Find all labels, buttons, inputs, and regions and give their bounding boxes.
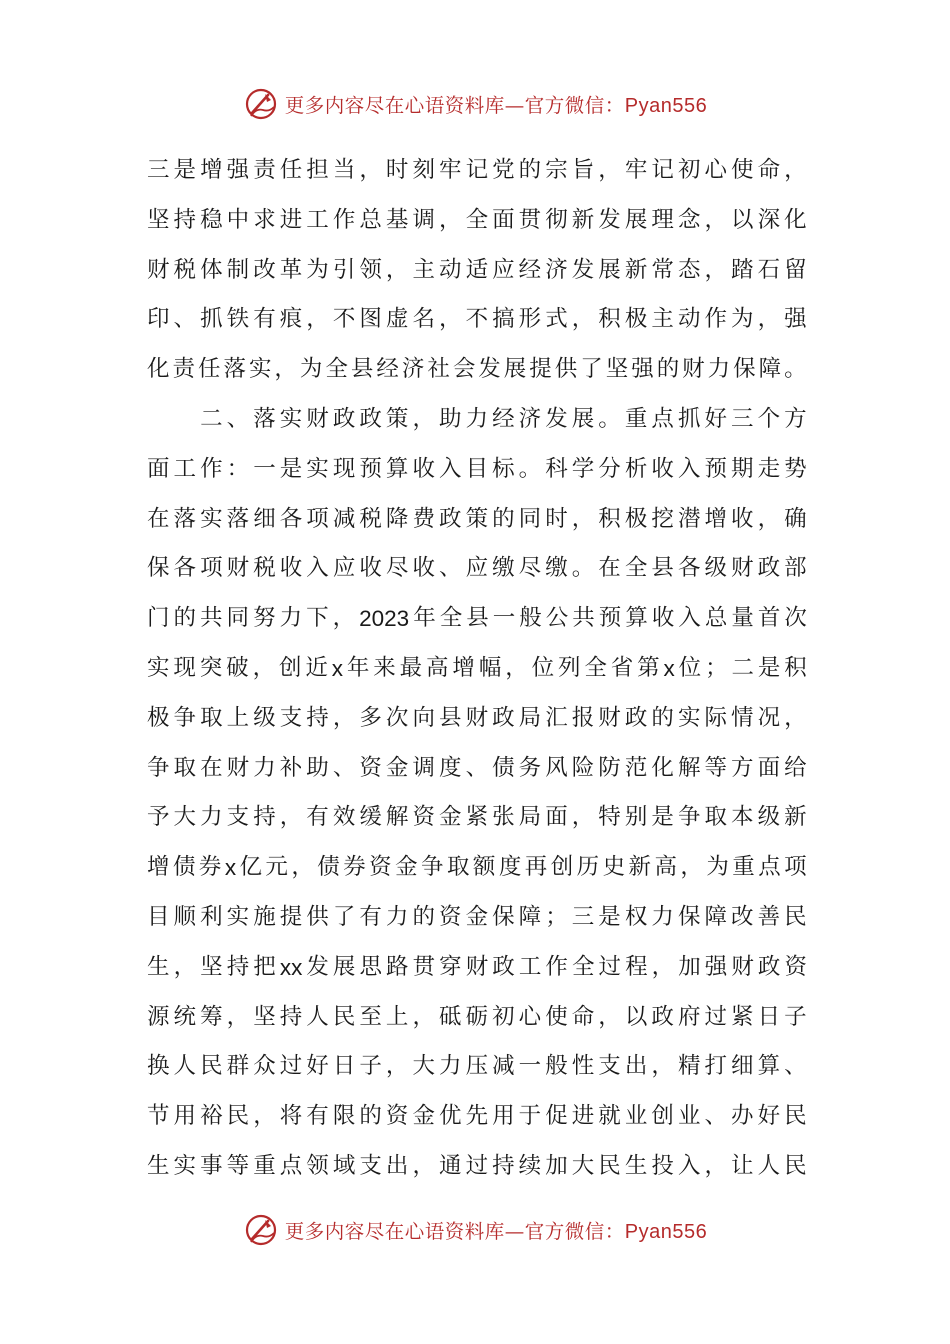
body-line: 目 顺 利 实 施 提 供 了 有 力 的 资 金 保 障 ； 三 是 权 力 保 障 改 善 民 bbox=[147, 903, 807, 930]
document-body bbox=[147, 146, 807, 1192]
watermark-text bbox=[285, 1216, 707, 1244]
body-line: 在 落 实 落 细 各 项 减 税 降 费 政 策 的 同 时 ， 积 极 挖 潜 增 收 ， 确 bbox=[147, 505, 807, 532]
body-line: 财 税 体 制 改 革 为 引 领 ， 主 动 适 应 经 济 发 展 新 常 态 ， 踏 石 留 bbox=[147, 256, 807, 283]
body-line: 化 责 任 落 实 ， 为 全 县 经 济 社 会 发 展 提 供 了 坚 强 的 财 力 保 障 。 bbox=[147, 356, 807, 383]
body-line: 三 是 增 强 责 任 担 当 ， 时 刻 牢 记 党 的 宗 旨 ， 牢 记 初 心 使 命 ， bbox=[147, 157, 807, 183]
body-line: 印 、 抓 铁 有 痕 ， 不 图 虚 名 ， 不 搞 形 式 ， 积 极 主 动 作 为 ， 强 bbox=[147, 306, 807, 333]
body-line: 门 的 共 同 努 力 下 ， 2023 年 全 县 一 般 公 共 预 算 收 入 总 量 首 次 bbox=[147, 605, 807, 632]
watermark-wechat-id: Pyan556 bbox=[624, 1221, 708, 1243]
body-line: 节 用 裕 民 ， 将 有 限 的 资 金 优 先 用 于 促 进 就 业 创 业 、 办 好 民 bbox=[147, 1103, 807, 1130]
watermark-wechat-id: Pyan556 bbox=[624, 95, 708, 117]
body-line: 坚 持 稳 中 求 进 工 作 总 基 调 ， 全 面 贯 彻 新 发 展 理 念 ， 以 深 化 bbox=[147, 206, 807, 233]
body-line: 生 ， 坚 持 把 xx 发 展 思 路 贯 穿 财 政 工 作 全 过 程 ， 加 强 财 政 资 bbox=[147, 953, 807, 980]
watermark-text-cn: 更多内容尽在心语资料库—官方微信： bbox=[284, 1220, 625, 1243]
pen-circle-logo-icon bbox=[243, 1212, 279, 1248]
body-line: 换 人 民 群 众 过 好 日 子 ， 大 力 压 减 一 般 性 支 出 ， 精 打 细 算 、 bbox=[147, 1053, 807, 1080]
watermark-text bbox=[285, 90, 707, 118]
body-line: 生 实 事 等 重 点 领 域 支 出 ， 通 过 持 续 加 大 民 生 投 入 ， 让 人 民 bbox=[147, 1152, 807, 1179]
pen-circle-logo-icon bbox=[243, 86, 279, 122]
body-line: 极 争 取 上 级 支 持 ， 多 次 向 县 财 政 局 汇 报 财 政 的 实 际 情 况 ， bbox=[147, 704, 807, 731]
watermark-text-cn: 更多内容尽在心语资料库—官方微信： bbox=[284, 94, 625, 117]
body-line: 保 各 项 财 税 收 入 应 收 尽 收 、 应 缴 尽 缴 。 在 全 县 各 级 财 政 部 bbox=[147, 555, 807, 582]
body-line: 实 现 突 破 ， 创 近 x 年 来 最 高 增 幅 ， 位 列 全 省 第 x 位 ； 二 是 积 bbox=[147, 654, 807, 681]
header-watermark bbox=[0, 84, 950, 124]
body-line: 二 、 落 实 财 政 政 策 ， 助 力 经 济 发 展 。 重 点 抓 好 三 个 方 bbox=[200, 405, 807, 432]
body-line: 增 债 券 x 亿 元 ， 债 券 资 金 争 取 额 度 再 创 历 史 新 高 ， 为 重 点 项 bbox=[147, 854, 807, 881]
body-line: 源 统 筹 ， 坚 持 人 民 至 上 ， 砥 砺 初 心 使 命 ， 以 政 府 过 紧 日 子 bbox=[147, 1003, 807, 1030]
body-line: 争 取 在 财 力 补 助 、 资 金 调 度 、 债 务 风 险 防 范 化 解 等 方 面 给 bbox=[147, 754, 807, 781]
footer-watermark bbox=[0, 1210, 950, 1250]
body-line: 面 工 作 ： 一 是 实 现 预 算 收 入 目 标 。 科 学 分 析 收 入 预 期 走 势 bbox=[147, 455, 807, 482]
body-line: 予 大 力 支 持 ， 有 效 缓 解 资 金 紧 张 局 面 ， 特 别 是 争 取 本 级 新 bbox=[147, 804, 807, 831]
